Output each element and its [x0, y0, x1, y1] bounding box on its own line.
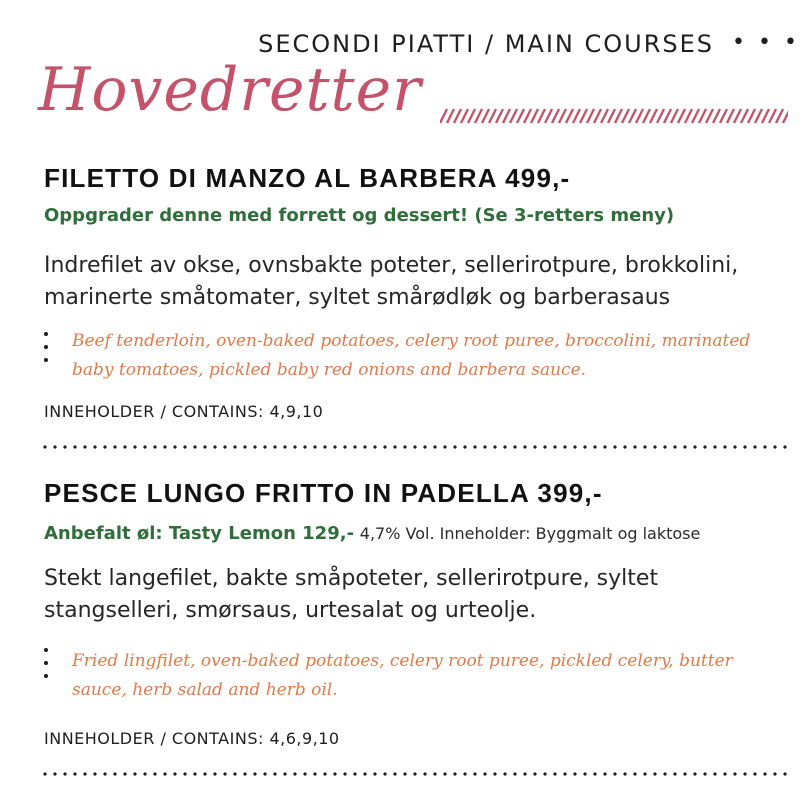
allergen-info — [44, 729, 340, 748]
dish-promo — [44, 523, 700, 544]
dish-promo-note: 4,7% Vol. Inneholder: Byggmalt og laktose — [359, 524, 701, 543]
dish-translation: Beef tenderloin, oven-baked potatoes, celery root puree, broccolini, marinated baby tomatoes, pickled baby red onions and barbera sauce. — [72, 331, 751, 380]
allergen-label: INNEHOLDER / CONTAINS: — [44, 402, 264, 421]
dots-ornament-icon — [44, 648, 50, 687]
allergen-values: 4,6,9,10 — [269, 729, 340, 748]
dots-ornament-icon — [44, 332, 50, 371]
script-title: Hovedretter — [38, 55, 422, 125]
dotted-divider — [40, 445, 788, 449]
header-dots-ornament: • • • — [732, 30, 800, 55]
section-label: SECONDI PIATTI / MAIN COURSES — [258, 30, 714, 58]
dish-name: FILETTO DI MANZO AL BARBERA 499,- — [44, 163, 571, 193]
dish-description: Stekt langefilet, bakte småpoteter, sellerirotpure, syltet stangselleri, smørsaus, urtesalat og urteolje. — [44, 566, 659, 623]
dish-translation: Fried lingfilet, oven-baked potatoes, celery root puree, pickled celery, butter sauce, herb salad and herb oil. — [72, 651, 733, 700]
dish-promo-text: Anbefalt øl: Tasty Lemon 129,- — [44, 523, 355, 544]
zigzag-ornament-icon — [440, 108, 788, 124]
dotted-divider — [40, 772, 788, 776]
allergen-label: INNEHOLDER / CONTAINS: — [44, 729, 264, 748]
dish-promo-text: Oppgrader denne med forrett og dessert! (Se 3-retters meny) — [44, 205, 675, 226]
dish-description: Indrefilet av okse, ovnsbakte poteter, sellerirotpure, brokkolini, marinerte småtomater, syltet smårødløk og barberasaus — [44, 253, 739, 310]
allergen-values: 4,9,10 — [269, 402, 324, 421]
dish-name: PESCE LUNGO FRITTO IN PADELLA 399,- — [44, 478, 603, 508]
dish-promo — [44, 205, 674, 226]
allergen-info — [44, 402, 323, 421]
